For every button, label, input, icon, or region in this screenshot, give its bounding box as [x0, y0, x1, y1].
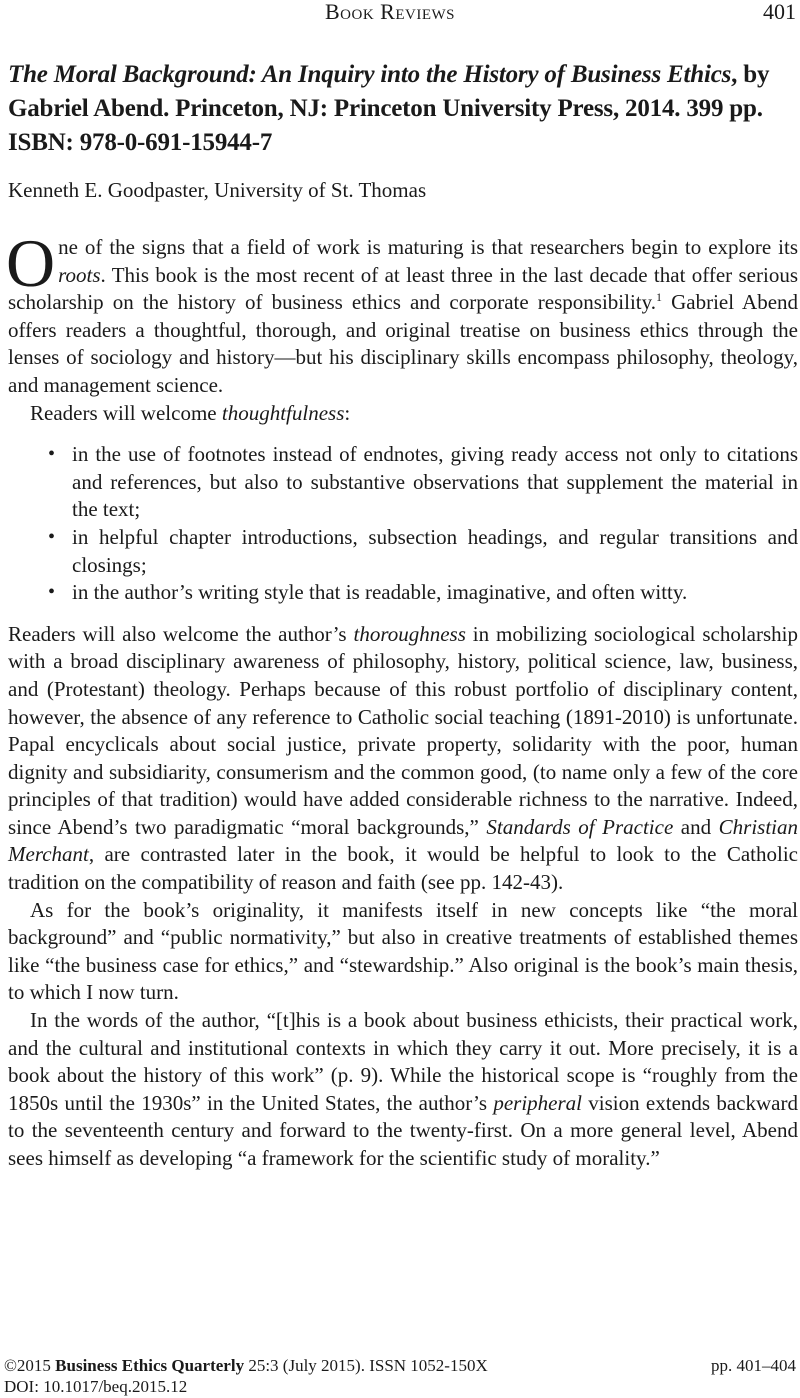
page-number: 401 [763, 0, 796, 24]
p5-text-b: vision extends backward to the seventeenth century and forward to the twenty-first. On a more general level, Abend sees himself as developing “a framework for the scientific study of morality.” [8, 1090, 798, 1170]
reviewer-byline: Kenneth E. Goodpaster, University of St. Thomas [8, 178, 427, 202]
paragraph-4: As for the book’s originality, it manifests itself in new concepts like “the moral background” and “public normativity,” but also in creative treatments of established themes like “the business case for ethics,” and “stewardship.” Also original is the book’s main thesis, to which I now turn. [8, 897, 798, 1005]
bullet-item [48, 579, 798, 607]
p3-emphasis-3: Christian Merchant [8, 814, 798, 867]
bullet-text: in the author’s writing style that is readable, imaginative, and often witty. [72, 580, 688, 605]
p2-text-b: : [344, 400, 351, 425]
p3-emphasis-1: thoroughness [353, 621, 466, 646]
bullet-icon: • [48, 525, 56, 548]
p3-text-a: Readers will also welcome the author’s [8, 621, 354, 646]
p3-text-c: and [673, 814, 719, 839]
p2-emphasis: thoughtfulness [221, 400, 345, 425]
bullet-item [48, 524, 798, 579]
drop-cap: O [6, 225, 56, 301]
p1-text-b: . This book is the most recent of at least three in the last decade that offer serious scholarship on the history of business ethics and corporate responsibility. [8, 262, 798, 315]
review-body [6, 225, 799, 1173]
p1-emphasis: roots [58, 262, 101, 287]
running-head [0, 0, 800, 26]
footer-pages: pp. 401–404 [711, 1356, 796, 1375]
footnote-marker: 1 [656, 290, 663, 305]
p1-text-a: ne of the signs that a field of work is maturing is that researchers begin to explore its [58, 235, 798, 259]
p3-text-b: in mobilizing sociological scholarship with a broad disciplinary awareness of philosophy, history, political science, law, business, and (Protestant) theology. Perhaps because of this robust portfolio of disciplinary content, however, the absence of any reference to Catholic social teaching (1891-2010) is unfortunate. Papal encyclicals about social justice, private property, solidarity with the poor, human dignity and subsidiarity, consumerism and the common good, (to name only a few of the core principles of that tradition) would have added considerable richness to the narrative. Indeed, since Abend’s two paradigmatic “moral backgrounds,” [8, 621, 798, 839]
bullet-icon: • [48, 581, 56, 604]
footer-doi: DOI: 10.1017/beq.2015.12 [4, 1377, 188, 1396]
book-title: The Moral Background: An Inquiry into the History of Business Ethics [8, 61, 732, 88]
running-head-title: Book Reviews [325, 0, 455, 24]
p1-text-c: Gabriel Abend offers readers a thoughtful, thorough, and original treatise on business ethics through the lenses of sociology and history—but his disciplinary skills encompass philosophy, theology, and management science. [8, 290, 799, 397]
p5-text-a: In the words of the author, “[t]his is a book about business ethicists, their practical work, and the cultural and institutional contexts in which they carry it out. More precisely, it is a book about the history of this work” (p. 9). While the historical scope is “roughly from the 1850s until the 1930s” in the United States, the author’s [8, 1008, 798, 1115]
p2-text-a: Readers will welcome [30, 400, 222, 425]
bullet-icon: • [48, 443, 56, 466]
book-details: , by Gabriel Abend. Princeton, NJ: Princeton University Press, 2014. 399 pp. ISBN: 978-0-691-15944-7 [8, 61, 770, 156]
paragraph-1 [6, 225, 799, 400]
p5-emphasis: peripheral [493, 1090, 582, 1115]
p3-emphasis-2: Standards of Practice [486, 814, 674, 839]
p3-text-d: , are contrasted later in the book, it would be helpful to look to the Catholic tradition on the compatibility of reason and faith (see pp. 142-43). [8, 842, 798, 895]
footer-citation [4, 1355, 488, 1376]
bullet-text: in the use of footnotes instead of endnotes, giving ready access not only to citations and references, but also to substantive observations that supplement the material in the text; [72, 442, 798, 522]
bullet-text: in helpful chapter introductions, subsection headings, and regular transitions and closings; [72, 524, 798, 577]
review-heading [8, 58, 793, 160]
bullet-item [48, 441, 798, 524]
paragraph-2 [8, 400, 798, 428]
footer-copyright: ©2015 [4, 1356, 56, 1375]
footer-journal: Business Ethics Quarterly [55, 1356, 245, 1375]
footer-issue: 25:3 (July 2015). ISSN 1052-150X [244, 1356, 488, 1375]
bullet-list [8, 441, 798, 607]
paragraph-3 [8, 621, 798, 897]
paragraph-5 [8, 1007, 798, 1173]
